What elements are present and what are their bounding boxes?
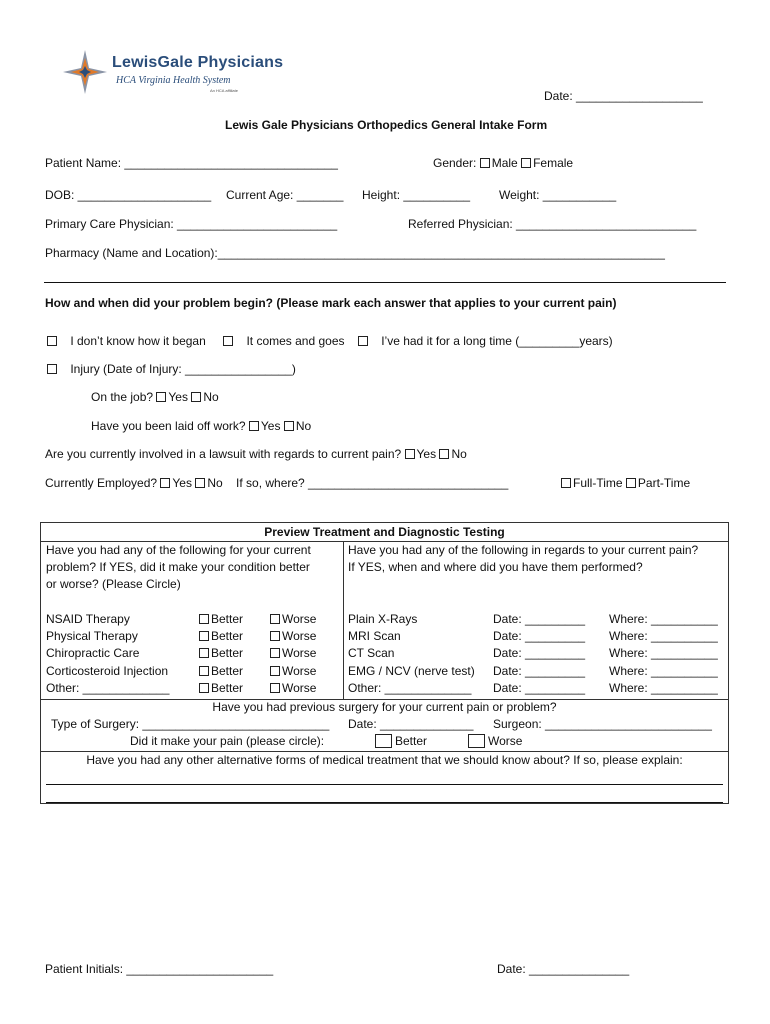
test-where-field[interactable]: Where: __________ bbox=[609, 612, 718, 626]
long-time-checkbox[interactable] bbox=[358, 336, 368, 346]
pharmacy-field[interactable]: Pharmacy (Name and Location):___________________________________________________________________ bbox=[45, 246, 665, 260]
employed-no-checkbox[interactable] bbox=[195, 478, 205, 488]
pcp-field[interactable]: Primary Care Physician: ________________________ bbox=[45, 217, 338, 231]
right-intro-line-1: Have you had any of the following in regards to your current pain? bbox=[348, 543, 699, 557]
better-option[interactable]: Better bbox=[199, 645, 243, 662]
table-heading: Preview Treatment and Diagnostic Testing bbox=[264, 525, 505, 539]
weight-field[interactable]: Weight: ___________ bbox=[499, 188, 617, 202]
height-field[interactable]: Height: __________ bbox=[362, 188, 471, 202]
comes-goes-checkbox[interactable] bbox=[223, 336, 233, 346]
dont-know-checkbox[interactable] bbox=[47, 336, 57, 346]
form-title: Lewis Gale Physicians Orthopedics General Intake Form bbox=[225, 118, 548, 132]
test-emg: EMG / NCV (nerve test) bbox=[348, 664, 475, 678]
logo-name: LewisGale Physicians bbox=[112, 54, 284, 71]
employed-label: Currently Employed? bbox=[45, 476, 158, 490]
logo-subtitle: HCA Virginia Health System bbox=[116, 75, 231, 86]
explain-line-2[interactable] bbox=[46, 802, 723, 803]
therapy-chiropractic: Chiropractic Care bbox=[46, 646, 140, 660]
male-label: Male bbox=[491, 156, 518, 170]
surgery-type-field[interactable]: Type of Surgery: ____________________________ bbox=[51, 717, 330, 731]
star-logo-icon bbox=[60, 48, 110, 96]
patient-name-field[interactable]: Patient Name: ________________________________ bbox=[45, 156, 338, 170]
therapy-physical: Physical Therapy bbox=[46, 629, 138, 643]
gender-field bbox=[433, 156, 573, 170]
problem-question: How and when did your problem begin? (Please mark each answer that applies to your current pain) bbox=[45, 296, 617, 310]
better-checkbox[interactable] bbox=[199, 648, 209, 658]
injury-row bbox=[47, 362, 296, 376]
employed-yes-checkbox[interactable] bbox=[160, 478, 170, 488]
employed-row bbox=[45, 476, 508, 490]
surgeon-field[interactable]: Surgeon: _________________________ bbox=[493, 717, 712, 731]
section-divider bbox=[44, 282, 726, 283]
worse-checkbox[interactable] bbox=[270, 631, 280, 641]
treatment-table bbox=[40, 522, 729, 804]
male-checkbox[interactable] bbox=[480, 158, 490, 168]
alternative-treatment-question: Have you had any other alternative forms of medical treatment that we should know about? If so, please explain: bbox=[86, 753, 683, 767]
left-intro-line-2: problem? If YES, did it make your condition better bbox=[46, 560, 310, 574]
laid-off-no-checkbox[interactable] bbox=[284, 421, 294, 431]
test-other[interactable]: Other: _____________ bbox=[348, 681, 472, 695]
better-checkbox[interactable] bbox=[199, 666, 209, 676]
left-intro-line-3: or worse? (Please Circle) bbox=[46, 577, 181, 591]
employer-field[interactable]: If so, where? ______________________________ bbox=[236, 476, 509, 490]
on-job-row bbox=[91, 390, 219, 404]
employed-no-label: No bbox=[207, 476, 223, 490]
worse-option[interactable]: Worse bbox=[270, 611, 316, 628]
test-where-field[interactable]: Where: __________ bbox=[609, 664, 718, 678]
long-time-label: I’ve had it for a long time (_________years) bbox=[381, 334, 613, 348]
therapy-corticosteroid: Corticosteroid Injection bbox=[46, 664, 169, 678]
surgery-worse-option[interactable]: Worse bbox=[468, 733, 522, 750]
therapy-other[interactable]: Other: _____________ bbox=[46, 681, 170, 695]
employment-type-row bbox=[561, 476, 690, 490]
lawsuit-label: Are you currently involved in a lawsuit with regards to current pain? bbox=[45, 447, 402, 461]
dob-field[interactable]: DOB: ____________________ bbox=[45, 188, 212, 202]
problem-options-row bbox=[47, 334, 613, 348]
test-mri: MRI Scan bbox=[348, 629, 401, 643]
worse-option[interactable]: Worse bbox=[270, 645, 316, 662]
laid-off-row bbox=[91, 419, 311, 433]
footer-date-field[interactable]: Date: _______________ bbox=[497, 962, 630, 976]
pain-circle-label: Did it make your pain (please circle): bbox=[130, 734, 325, 748]
test-date-field[interactable]: Date: _________ bbox=[493, 664, 586, 678]
employed-yes-label: Yes bbox=[172, 476, 192, 490]
laid-off-yes-checkbox[interactable] bbox=[249, 421, 259, 431]
worse-checkbox[interactable] bbox=[270, 614, 280, 624]
lawsuit-yes-checkbox[interactable] bbox=[405, 449, 415, 459]
referred-physician-field[interactable]: Referred Physician: ___________________________ bbox=[408, 217, 697, 231]
logo bbox=[60, 48, 290, 96]
laid-off-no-label: No bbox=[295, 419, 312, 433]
worse-checkbox[interactable] bbox=[270, 683, 280, 693]
injury-label: Injury (Date of Injury: ________________) bbox=[70, 362, 296, 376]
surgery-question: Have you had previous surgery for your current pain or problem? bbox=[212, 700, 557, 714]
right-intro-line-2: If YES, when and where did you have them performed? bbox=[348, 560, 643, 574]
logo-tagline: An HCA affiliate bbox=[210, 88, 238, 93]
on-job-no-checkbox[interactable] bbox=[191, 392, 201, 402]
surgery-better-checkbox[interactable] bbox=[375, 734, 392, 748]
therapy-nsaid: NSAID Therapy bbox=[46, 612, 130, 626]
left-intro-line-1: Have you had any of the following for your current bbox=[46, 543, 311, 557]
full-time-checkbox[interactable] bbox=[561, 478, 571, 488]
surgery-worse-checkbox[interactable] bbox=[468, 734, 485, 748]
part-time-label: Part-Time bbox=[637, 476, 691, 490]
on-job-label: On the job? bbox=[91, 390, 154, 404]
comes-goes-label: It comes and goes bbox=[246, 334, 345, 348]
better-option[interactable]: Better bbox=[199, 680, 243, 697]
on-job-yes-label: Yes bbox=[168, 390, 188, 404]
table-column-divider bbox=[343, 541, 344, 700]
date-field[interactable]: Date: ___________________ bbox=[544, 89, 703, 103]
surgery-date-field[interactable]: Date: ______________ bbox=[348, 717, 474, 731]
laid-off-yes-label: Yes bbox=[260, 419, 281, 433]
better-option[interactable]: Better bbox=[199, 663, 243, 680]
test-date-field[interactable]: Date: _________ bbox=[493, 681, 586, 695]
better-checkbox[interactable] bbox=[199, 683, 209, 693]
test-date-field[interactable]: Date: _________ bbox=[493, 629, 586, 643]
patient-initials-field[interactable]: Patient Initials: ______________________ bbox=[45, 962, 274, 976]
lawsuit-yes-label: Yes bbox=[416, 447, 437, 461]
full-time-label: Full-Time bbox=[573, 476, 623, 490]
lawsuit-row bbox=[45, 447, 467, 461]
female-checkbox[interactable] bbox=[521, 158, 531, 168]
test-where-field[interactable]: Where: __________ bbox=[609, 681, 718, 695]
worse-option[interactable]: Worse bbox=[270, 628, 316, 645]
part-time-checkbox[interactable] bbox=[626, 478, 636, 488]
gender-label: Gender: bbox=[433, 156, 477, 170]
laid-off-label: Have you been laid off work? bbox=[91, 419, 246, 433]
surgery-better-option[interactable]: Better bbox=[375, 733, 427, 750]
test-xray: Plain X-Rays bbox=[348, 612, 418, 626]
explain-line-1[interactable] bbox=[46, 784, 723, 785]
test-date-field[interactable]: Date: _________ bbox=[493, 612, 586, 626]
worse-checkbox[interactable] bbox=[270, 666, 280, 676]
better-checkbox[interactable] bbox=[199, 614, 209, 624]
on-job-no-label: No bbox=[203, 390, 219, 404]
test-where-field[interactable]: Where: __________ bbox=[609, 646, 718, 660]
test-where-field[interactable]: Where: __________ bbox=[609, 629, 718, 643]
better-option[interactable]: Better bbox=[199, 628, 243, 645]
current-age-field[interactable]: Current Age: _______ bbox=[226, 188, 344, 202]
worse-option[interactable]: Worse bbox=[270, 680, 316, 697]
better-checkbox[interactable] bbox=[199, 631, 209, 641]
lawsuit-no-label: No bbox=[451, 447, 467, 461]
test-ct: CT Scan bbox=[348, 646, 395, 660]
lawsuit-no-checkbox[interactable] bbox=[439, 449, 449, 459]
dont-know-label: I don’t know how it began bbox=[70, 334, 206, 348]
worse-option[interactable]: Worse bbox=[270, 663, 316, 680]
test-date-field[interactable]: Date: _________ bbox=[493, 646, 586, 660]
worse-checkbox[interactable] bbox=[270, 648, 280, 658]
female-label: Female bbox=[533, 156, 574, 170]
injury-checkbox[interactable] bbox=[47, 364, 57, 374]
on-job-yes-checkbox[interactable] bbox=[156, 392, 166, 402]
better-option[interactable]: Better bbox=[199, 611, 243, 628]
